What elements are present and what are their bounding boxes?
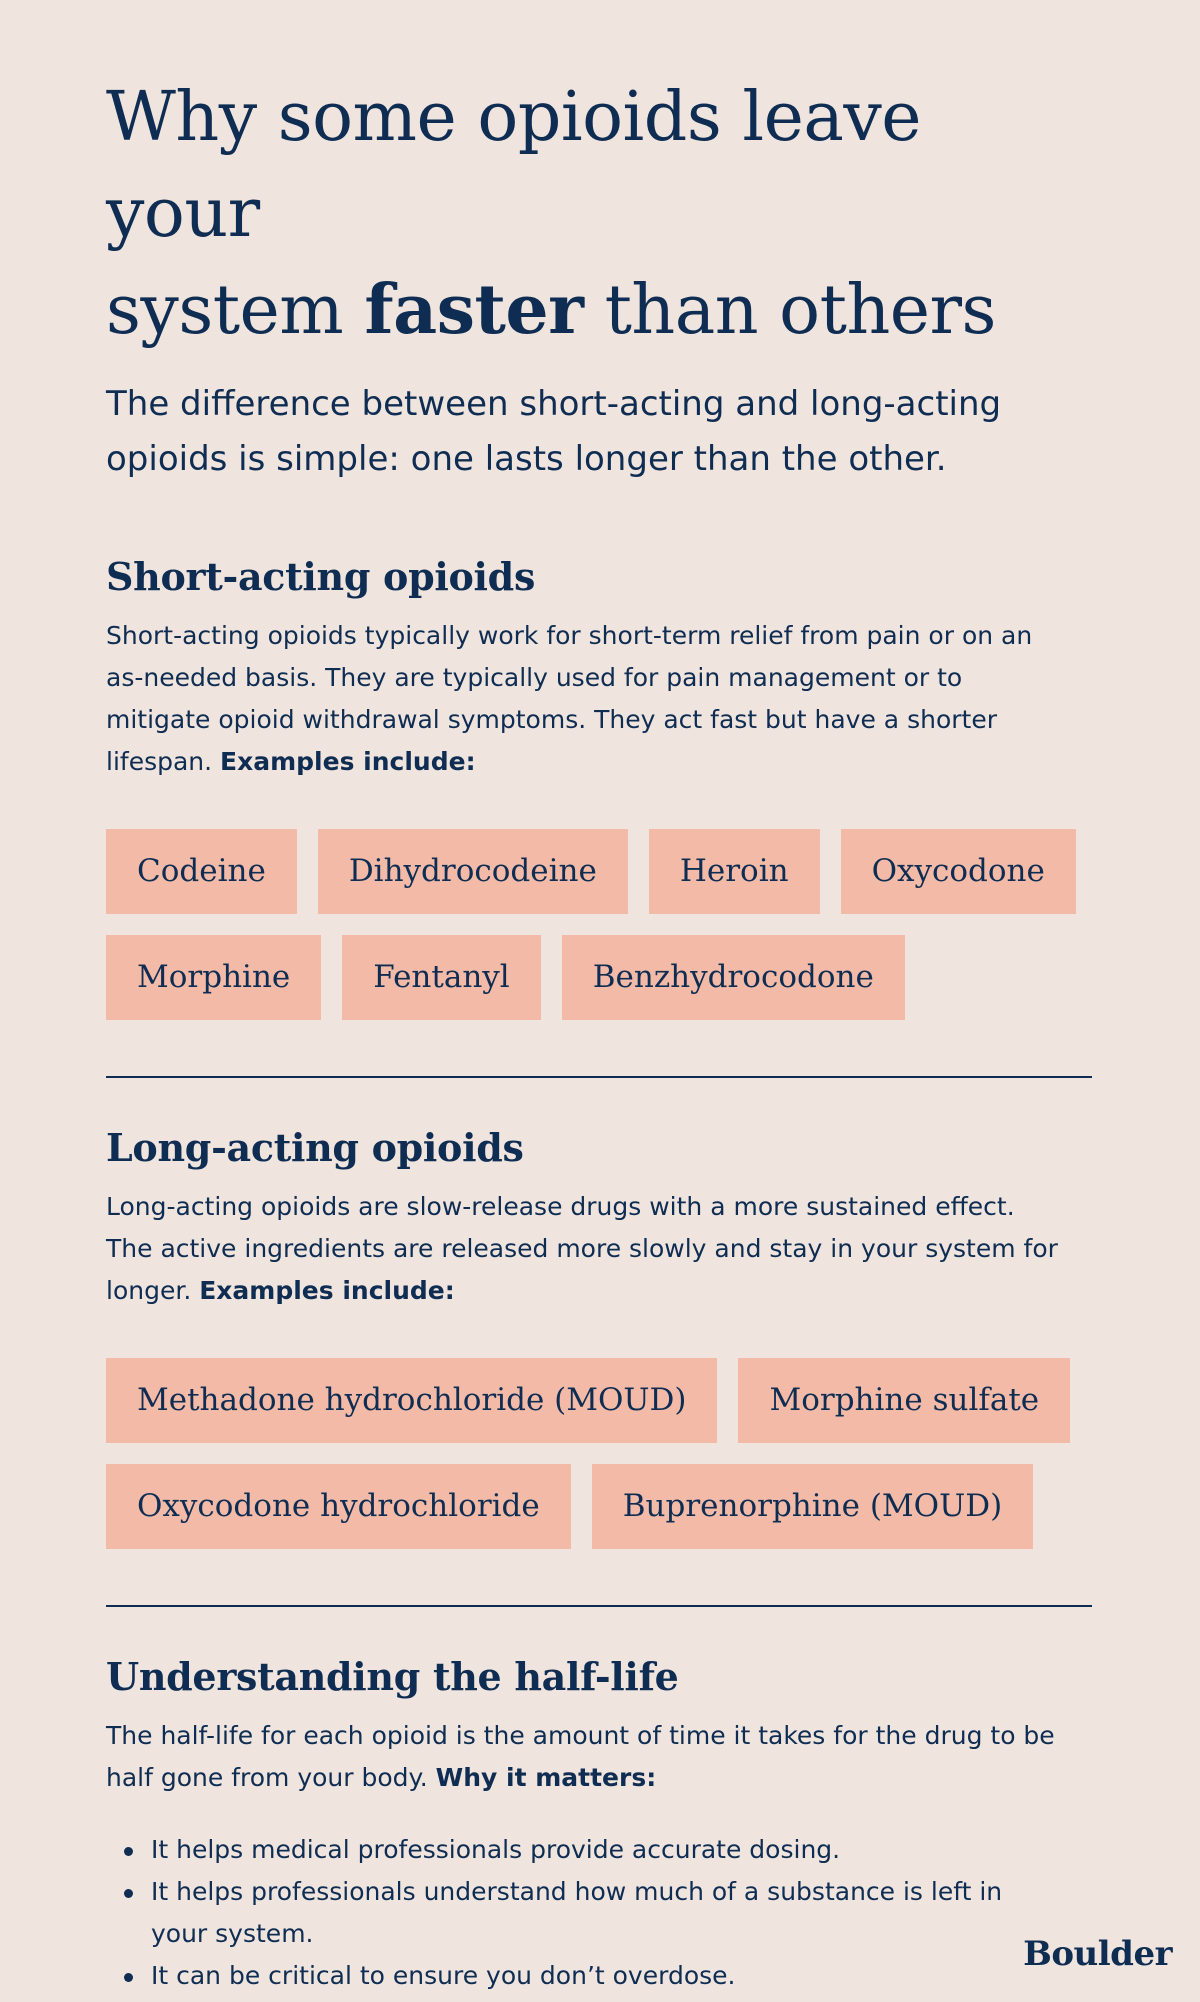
list-item: It helps professionals understand how much of a substance is left in your system. — [106, 1871, 1011, 1955]
why-it-matters-list — [106, 1829, 1092, 1997]
boulder-logo: Boulder — [1023, 1934, 1172, 1974]
short-acting-section — [106, 551, 1092, 1020]
intro-text: The difference between short-acting and long-acting opioids is simple: one lasts longer than the other. — [106, 384, 1002, 479]
section-divider — [106, 1076, 1092, 1078]
short-acting-title: Short-acting opioids — [106, 554, 536, 599]
half-life-description — [106, 1715, 1066, 1799]
example-tag: Oxycodone hydrochloride — [106, 1464, 571, 1549]
why-it-matters-label: Why it matters: — [435, 1763, 657, 1792]
half-life-section — [106, 1651, 1092, 1997]
half-life-title: Understanding the half-life — [106, 1654, 679, 1699]
long-acting-section — [106, 1122, 1092, 1549]
page-title — [106, 70, 1092, 359]
short-acting-examples — [106, 829, 1096, 1020]
list-item: It helps medical professionals provide accurate dosing. — [106, 1829, 1011, 1871]
example-tag: Dihydrocodeine — [318, 829, 628, 914]
example-tag: Morphine sulfate — [738, 1358, 1070, 1443]
example-tag: Benzhydrocodone — [562, 935, 905, 1020]
long-acting-body: Long-acting opioids are slow-release drugs with a more sustained effect. The active ingredients are released more slowly and stay in your system for longer. — [106, 1192, 1058, 1305]
title-emphasis: faster — [364, 270, 584, 350]
section-divider — [106, 1605, 1092, 1607]
example-tag: Fentanyl — [342, 935, 540, 1020]
long-acting-examples-label: Examples include: — [199, 1276, 455, 1305]
example-tag: Oxycodone — [841, 829, 1076, 914]
short-acting-body: Short-acting opioids typically work for short-term relief from pain or on an as-needed basis. They are typically used for pain management or to mitigate opioid withdrawal symptoms. They act fast but have a shorter lifespan. — [106, 621, 1033, 776]
example-tag: Methadone hydrochloride (MOUD) — [106, 1358, 717, 1443]
list-item: It can be critical to ensure you don’t overdose. — [106, 1955, 1011, 1997]
short-acting-examples-label: Examples include: — [220, 747, 476, 776]
short-acting-description — [106, 615, 1066, 783]
long-acting-title: Long-acting opioids — [106, 1125, 524, 1170]
example-tag: Morphine — [106, 935, 321, 1020]
title-line-2-start: system — [106, 271, 365, 350]
long-acting-description — [106, 1186, 1066, 1312]
example-tag: Buprenorphine (MOUD) — [592, 1464, 1033, 1549]
title-line-2-end: than others — [583, 271, 996, 350]
example-tag: Codeine — [106, 829, 297, 914]
title-line-1: Why some opioids leave your — [106, 78, 922, 253]
example-tag: Heroin — [649, 829, 820, 914]
half-life-body: The half-life for each opioid is the amount of time it takes for the drug to be half gone from your body. — [106, 1721, 1055, 1792]
infographic — [106, 70, 1092, 1997]
long-acting-examples — [106, 1358, 1096, 1549]
